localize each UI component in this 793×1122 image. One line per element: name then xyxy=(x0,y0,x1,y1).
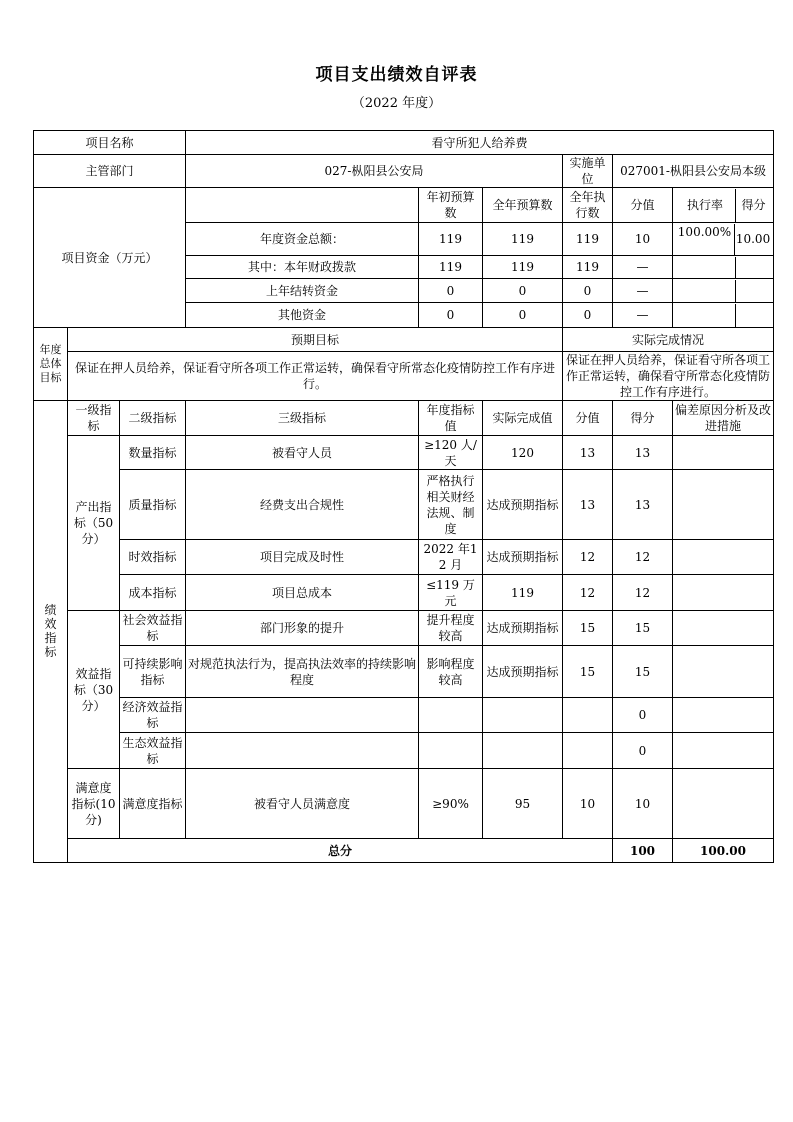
score-value-cell: 10 xyxy=(563,769,613,839)
goals-actual-text: 保证在押人员给养，保证看守所各项工作正常运转，确保看守所常态化疫情防控工作有序进行。 xyxy=(563,352,774,401)
level2-cell: 生态效益指标 xyxy=(120,733,186,769)
goals-expected-header: 预期目标 xyxy=(68,328,563,352)
level3-cell: 被看守人员满意度 xyxy=(186,769,419,839)
impl-unit-label: 实施单位 xyxy=(563,155,613,188)
goals-header-row xyxy=(34,328,774,352)
funds-row-budget-initial: 119 xyxy=(419,223,483,256)
funds-row-budget-full: 119 xyxy=(483,223,563,256)
funds-row-rate: 100.00% xyxy=(675,224,735,255)
analysis-cell xyxy=(673,646,774,698)
indicators-header-row xyxy=(34,401,774,436)
level2-cell: 经济效益指标 xyxy=(120,698,186,733)
actual-cell xyxy=(483,698,563,733)
funds-row-executed: 0 xyxy=(563,279,613,303)
project-name-row xyxy=(34,131,774,155)
funds-row-label: 年度资金总额： xyxy=(186,223,419,256)
level2-cell: 满意度指标 xyxy=(120,769,186,839)
target-cell xyxy=(419,733,483,769)
funds-row-rate xyxy=(675,257,736,278)
funds-row-label: 其他资金 xyxy=(186,303,419,328)
indicator-row-timeliness xyxy=(34,540,774,575)
funds-row-rate-score xyxy=(673,223,774,256)
score-cell: 13 xyxy=(613,470,673,540)
funds-row-score xyxy=(736,280,771,302)
total-score-value: 100 xyxy=(613,839,673,863)
funds-header-row xyxy=(34,188,774,223)
analysis-cell xyxy=(673,611,774,646)
score-cell: 13 xyxy=(613,436,673,470)
target-cell: ≥90% xyxy=(419,769,483,839)
goals-expected-text: 保证在押人员给养，保证看守所各项工作正常运转，确保看守所常态化疫情防控工作有序进行。 xyxy=(68,352,563,401)
level3-cell: 项目总成本 xyxy=(186,575,419,611)
indicators-label: 绩效指标 xyxy=(34,401,68,863)
score-cell: 15 xyxy=(613,611,673,646)
funds-row-budget-initial: 0 xyxy=(419,279,483,303)
analysis-cell xyxy=(673,733,774,769)
indicator-row-cost xyxy=(34,575,774,611)
score-cell: 12 xyxy=(613,540,673,575)
funds-row-rate-score xyxy=(673,279,774,303)
total-row xyxy=(34,839,774,863)
goals-label: 年度总体目标 xyxy=(34,328,68,401)
funds-row-rate-score xyxy=(673,256,774,279)
target-cell: 影响程度较高 xyxy=(419,646,483,698)
actual-cell: 达成预期指标 xyxy=(483,540,563,575)
page-title: 项目支出绩效自评表 xyxy=(315,65,478,85)
project-name-value: 看守所犯人给养费 xyxy=(186,131,774,155)
funds-row-score-value: — xyxy=(613,303,673,328)
funds-header-budget-initial: 年初预算数 xyxy=(419,188,483,223)
total-score: 100.00 xyxy=(673,839,774,863)
funds-header-budget-full: 全年预算数 xyxy=(483,188,563,223)
analysis-cell xyxy=(673,575,774,611)
actual-cell: 95 xyxy=(483,769,563,839)
analysis-cell xyxy=(673,540,774,575)
score-value-cell: 15 xyxy=(563,611,613,646)
header-score-value: 分值 xyxy=(563,401,613,436)
level3-cell: 经费支出合规性 xyxy=(186,470,419,540)
department-label: 主管部门 xyxy=(34,155,186,188)
score-value-cell: 12 xyxy=(563,575,613,611)
target-cell: ≥120 人/天 xyxy=(419,436,483,470)
target-cell xyxy=(419,698,483,733)
level2-cell: 质量指标 xyxy=(120,470,186,540)
funds-row-executed: 0 xyxy=(563,303,613,328)
level2-cell: 可持续影响指标 xyxy=(120,646,186,698)
funds-header-rate-score xyxy=(673,188,774,223)
funds-row-budget-initial: 119 xyxy=(419,256,483,279)
analysis-cell xyxy=(673,470,774,540)
funds-row-executed: 119 xyxy=(563,223,613,256)
funds-row-score: 10.00 xyxy=(735,232,771,246)
indicator-row-quantity xyxy=(34,436,774,470)
indicator-row-economic xyxy=(34,698,774,733)
level3-cell xyxy=(186,698,419,733)
header-level3: 三级指标 xyxy=(186,401,419,436)
level3-cell: 被看守人员 xyxy=(186,436,419,470)
department-row xyxy=(34,155,774,188)
funds-row-label: 其中：本年财政拨款 xyxy=(186,256,419,279)
header-analysis: 偏差原因分析及改进措施 xyxy=(673,401,774,436)
level3-cell: 部门形象的提升 xyxy=(186,611,419,646)
score-value-cell: 15 xyxy=(563,646,613,698)
header-level1: 一级指标 xyxy=(68,401,120,436)
total-label: 总分 xyxy=(68,839,613,863)
score-cell: 0 xyxy=(613,698,673,733)
level3-cell xyxy=(186,733,419,769)
level3-cell: 项目完成及时性 xyxy=(186,540,419,575)
score-cell: 0 xyxy=(613,733,673,769)
score-value-cell: 12 xyxy=(563,540,613,575)
target-cell: 严格执行相关财经法规、制度 xyxy=(419,470,483,540)
analysis-cell xyxy=(673,769,774,839)
score-value-cell xyxy=(563,698,613,733)
score-cell: 10 xyxy=(613,769,673,839)
impl-unit-value: 027001-枞阳县公安局本级 xyxy=(613,155,774,188)
indicator-row-social xyxy=(34,611,774,646)
funds-header-executed: 全年执行数 xyxy=(563,188,613,223)
actual-cell: 达成预期指标 xyxy=(483,470,563,540)
score-value-cell xyxy=(563,733,613,769)
target-cell: ≤119 万元 xyxy=(419,575,483,611)
funds-header-rate: 执行率 xyxy=(675,189,736,222)
indicator-row-sustainable xyxy=(34,646,774,698)
funds-row-score xyxy=(736,304,771,327)
actual-cell: 119 xyxy=(483,575,563,611)
target-cell: 2022 年12 月 xyxy=(419,540,483,575)
funds-row-rate-score xyxy=(673,303,774,328)
funds-row-rate xyxy=(675,304,736,327)
funds-header-score: 得分 xyxy=(741,198,766,212)
funds-row-executed: 119 xyxy=(563,256,613,279)
indicator-row-satisfaction xyxy=(34,769,774,839)
actual-cell: 120 xyxy=(483,436,563,470)
analysis-cell xyxy=(673,436,774,470)
benefit-indicator-label: 效益指标（30分） xyxy=(68,611,120,769)
header-level2: 二级指标 xyxy=(120,401,186,436)
output-indicator-label: 产出指标（50分） xyxy=(68,436,120,611)
funds-row-score-value: — xyxy=(613,279,673,303)
header-actual: 实际完成值 xyxy=(483,401,563,436)
funds-row-label: 上年结转资金 xyxy=(186,279,419,303)
page-subtitle: （2022 年度） xyxy=(351,96,442,111)
analysis-cell xyxy=(673,698,774,733)
funds-row-budget-full: 0 xyxy=(483,279,563,303)
score-value-cell: 13 xyxy=(563,470,613,540)
funds-row-score-value: — xyxy=(613,256,673,279)
indicator-row-ecological xyxy=(34,733,774,769)
level2-cell: 成本指标 xyxy=(120,575,186,611)
funds-header-score-value: 分值 xyxy=(613,188,673,223)
self-evaluation-table xyxy=(33,130,774,863)
target-cell: 提升程度较高 xyxy=(419,611,483,646)
level2-cell: 社会效益指标 xyxy=(120,611,186,646)
funds-row-score xyxy=(736,257,771,278)
header-score: 得分 xyxy=(613,401,673,436)
department-value: 027-枞阳县公安局 xyxy=(186,155,563,188)
level3-cell: 对规范执法行为，提高执法效率的持续影响程度 xyxy=(186,646,419,698)
funds-row-budget-full: 0 xyxy=(483,303,563,328)
score-cell: 15 xyxy=(613,646,673,698)
actual-cell: 达成预期指标 xyxy=(483,611,563,646)
indicator-row-quality xyxy=(34,470,774,540)
funds-row-budget-initial: 0 xyxy=(419,303,483,328)
score-value-cell: 13 xyxy=(563,436,613,470)
funds-row-budget-full: 119 xyxy=(483,256,563,279)
satisfaction-indicator-label: 满意度指标(10分) xyxy=(68,769,120,839)
header-target: 年度指标值 xyxy=(419,401,483,436)
level2-cell: 时效指标 xyxy=(120,540,186,575)
funds-row-rate xyxy=(675,280,736,302)
funds-header-blank xyxy=(186,188,419,223)
funds-label: 项目资金（万元） xyxy=(34,188,186,328)
goals-content-row xyxy=(34,352,774,401)
goals-actual-header: 实际完成情况 xyxy=(563,328,774,352)
level2-cell: 数量指标 xyxy=(120,436,186,470)
funds-row-score-value: 10 xyxy=(613,223,673,256)
score-cell: 12 xyxy=(613,575,673,611)
project-name-label: 项目名称 xyxy=(34,131,186,155)
actual-cell xyxy=(483,733,563,769)
actual-cell: 达成预期指标 xyxy=(483,646,563,698)
